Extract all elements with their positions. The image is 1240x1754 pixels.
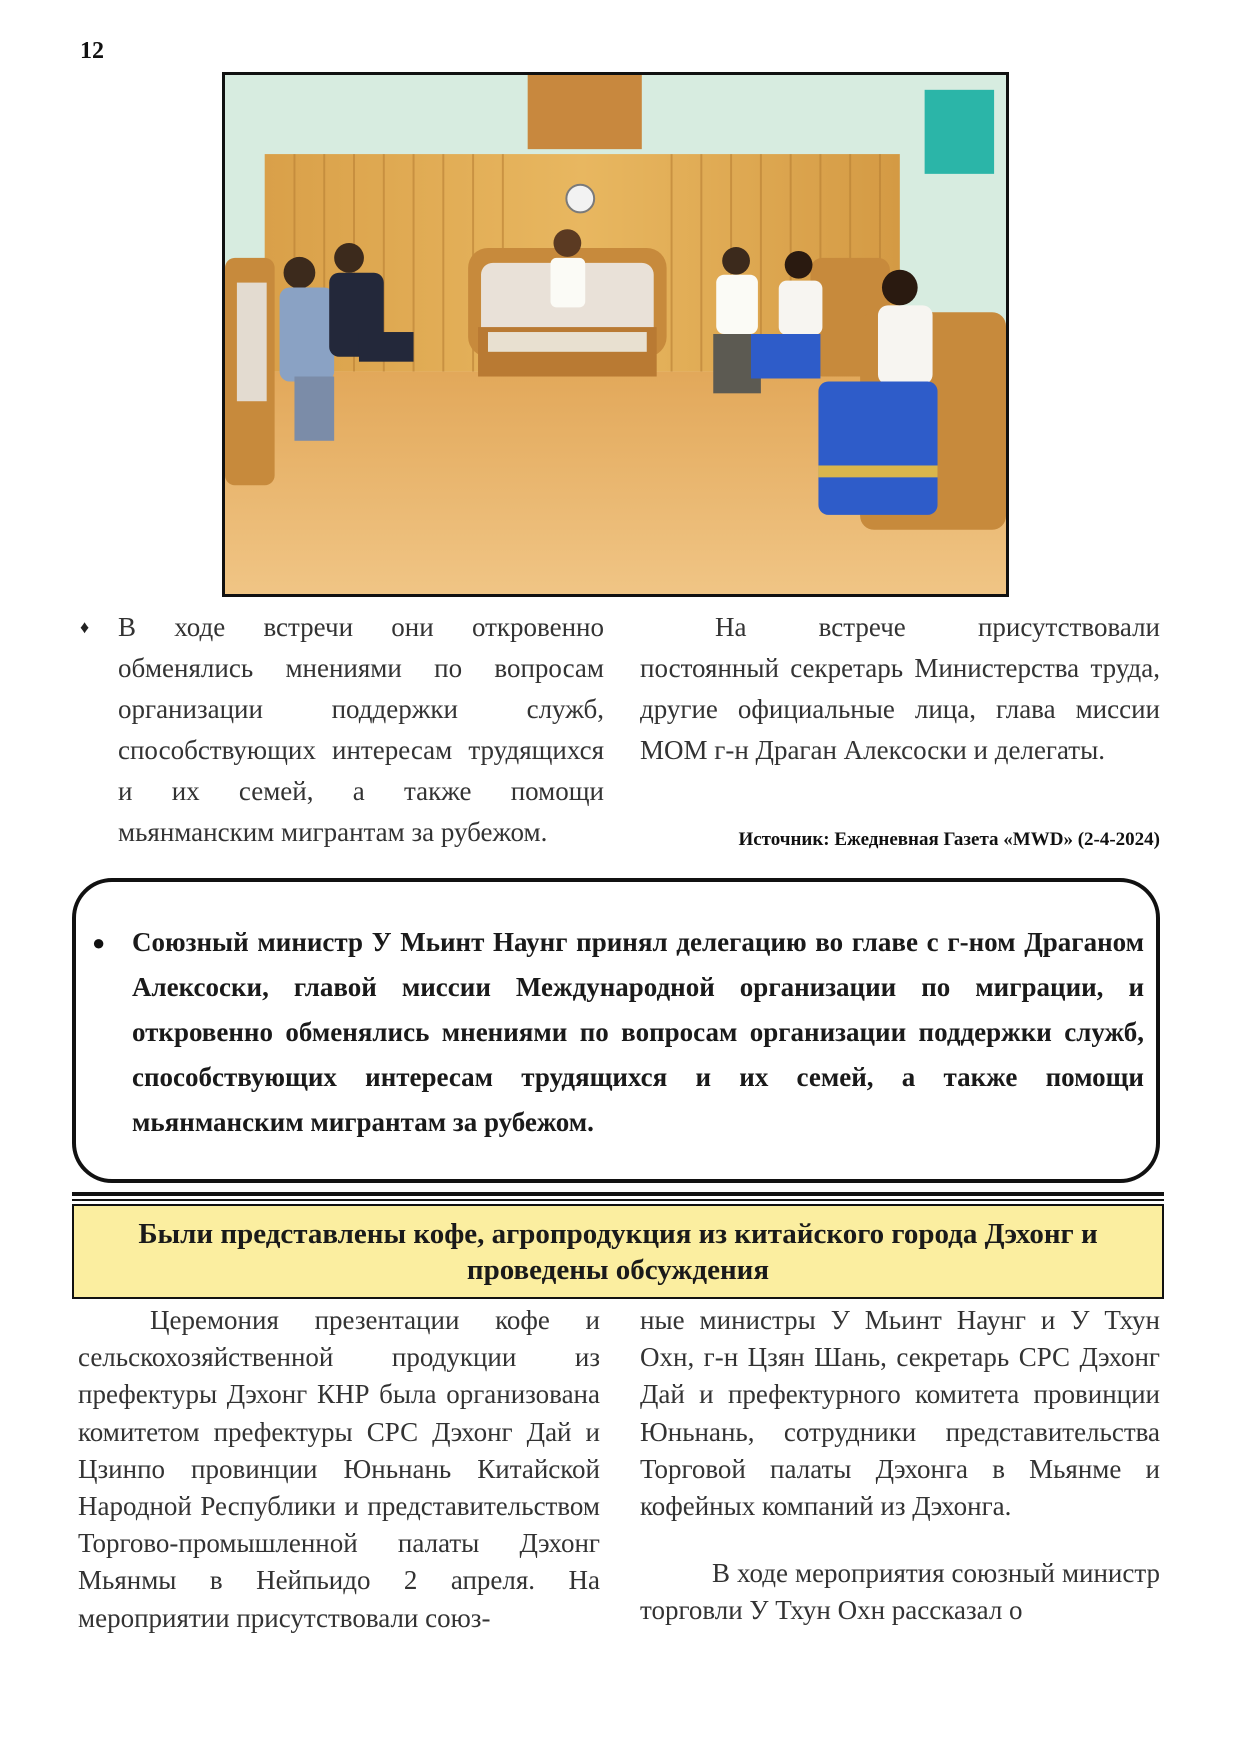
host-figure [550,258,585,307]
article1-right-paragraph: На встрече присутствовали постоянный секретарь Министерства труда, другие официальные лица, глава миссии МОМ г-н Драган Алексоски и делегаты. [640,612,1160,765]
woman-figure-2 [878,305,933,384]
page-number: 12 [80,38,104,64]
diamond-bullet-icon: ♦ [80,617,90,637]
meeting-photo [222,72,1009,597]
article2-right-paragraph: ные министры У Мьинт Наунг и У Тхун Охн, г-н Цзян Шань, секретарь СРС Дэхонг Дай и префектурного комитета провинции Юньнань, сотрудники представительства Торговой палаты Дэхонга в Мьянме и кофейных компаний из Дэхонга. [640,1305,1160,1522]
article2-headline-box [72,1204,1164,1299]
meeting-photo-illustration [225,75,1006,594]
guest-figure-1 [280,288,335,382]
divider-thick [72,1192,1164,1196]
article2-left-paragraph: Церемония презентации кофе и сельскохозяйственной продукции из префектуры Дэхонг КНР была организована комитетом префектуры СРС Дэхонг Дай и Цзинпо провинции Юньнань Китайской Народной Республики и представительством Торгово-промышленной палаты Дэхонг Мьянмы в Нейпьидо 2 апреля. На мероприятии присутствовали союз- [78,1305,600,1633]
summary-text: Союзный министр У Мьинт Наунг принял делегацию во главе с г-ном Драганом Алексоски, главой миссии Международной организации по миграции, и откровенно обменялись мнениями по вопросам организации поддержки служб, способствующих интересам трудящихся и их семей, а также помощи мьянманским мигрантам за рубежом. [132,927,1144,1137]
official-figure [716,275,758,334]
article1-left-paragraph: В ходе встречи они откровенно обменялись мнениями по вопросам организации поддержки служб, способствующих интересам трудящихся и их семей, а также помощи мьянманским мигрантам за рубежом. [118,612,604,847]
article2-headline: Были представлены кофе, агропродукция из китайского города Дэхонг и проведены обсуждения [138,1217,1098,1286]
article2-right-paragraph-2: В ходе мероприятия союзный министр торговли У Тхун Охн рассказал о [640,1558,1160,1626]
divider-thin [72,1199,1164,1201]
wall-seal [566,185,594,213]
bullet-dot-icon: ● [92,930,106,955]
article1-source: Источник: Ежедневная Газета «MWD» (2-4-2024) [738,829,1160,850]
woman-figure-1 [779,281,823,335]
article2-right-column [640,1302,1160,1630]
article2-left-column [78,1302,600,1637]
carved-emblem [528,75,642,149]
curtain [925,90,994,174]
